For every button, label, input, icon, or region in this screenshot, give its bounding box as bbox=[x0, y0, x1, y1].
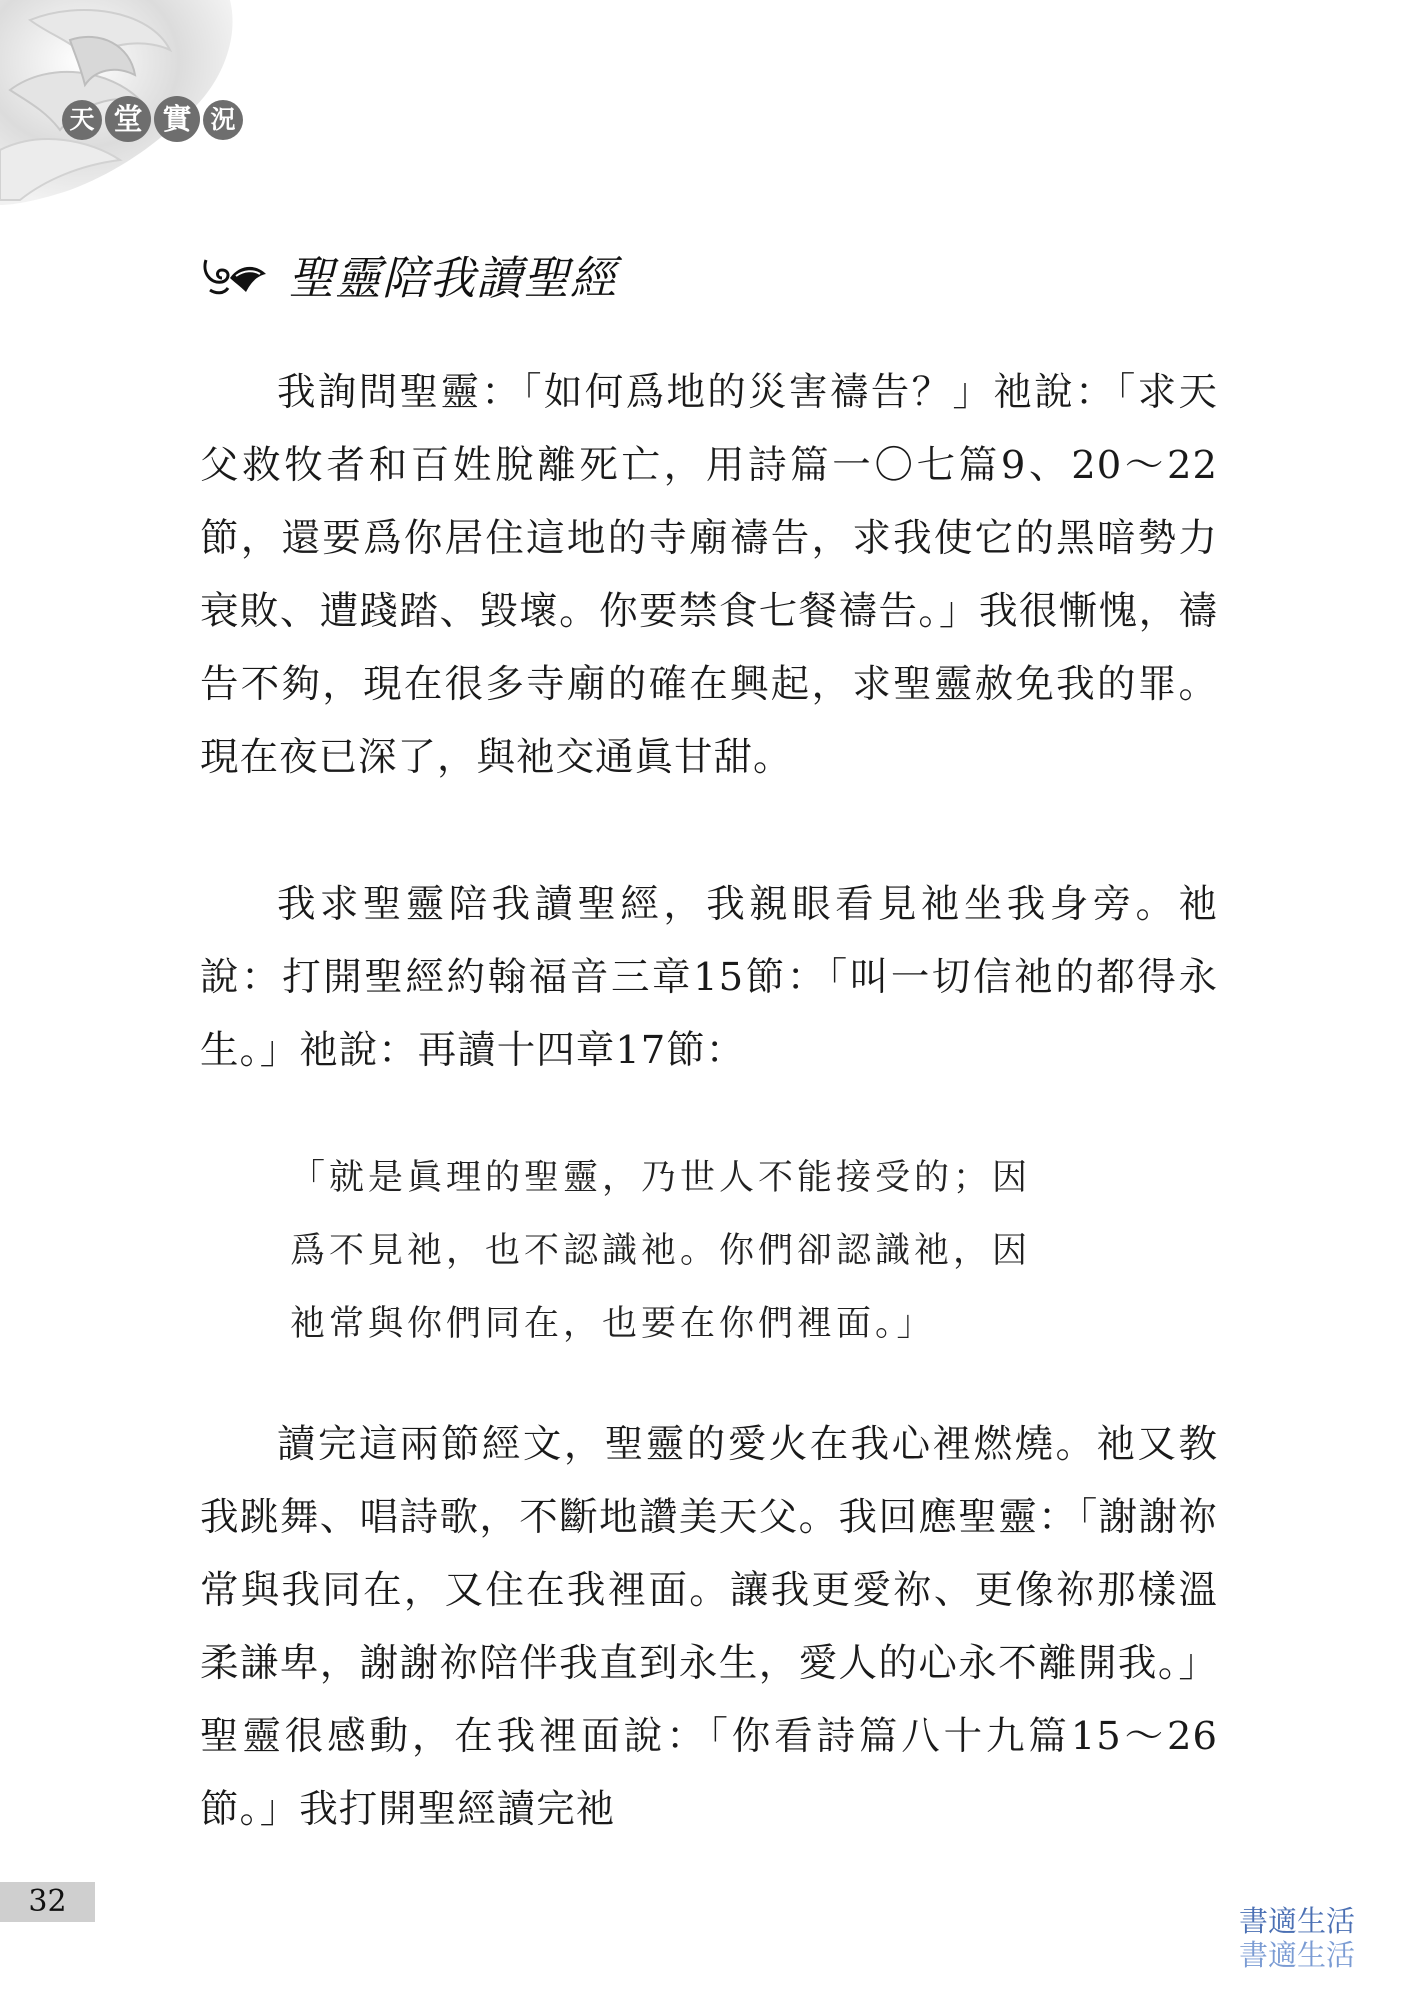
paragraph: 讀完這兩節經文，聖靈的愛火在我心裡燃燒。祂又教我跳舞、唱詩歌，不斷地讚美天父。我回應聖靈：「謝謝祢常與我同在，又住在我裡面。讓我更愛祢、更像祢那樣溫柔謙卑，謝謝祢陪伴我直到永生，愛人的心永不離開我。」聖靈很感動，在我裡面說：「你看詩篇八十九篇15～26節。」我打開聖經讀完祂 bbox=[200, 1422, 1218, 1832]
section-heading bbox=[200, 242, 617, 308]
paragraph: 我詢問聖靈：「如何爲地的災害禱告？」祂說：「求天父救牧者和百姓脫離死亡，用詩篇一〇七篇9、20～22節，還要爲你居住這地的寺廟禱告，求我使它的黑暗勢力衰敗、遭踐踏、毀壞。你要禁食七餐禱告。」我很慚愧，禱告不夠，現在很多寺廟的確在興起，求聖靈赦免我的罪。現在夜已深了，與祂交通眞甘甜。 bbox=[200, 370, 1218, 780]
scripture-quote bbox=[290, 1142, 1150, 1361]
vine-scroll-ornament-icon bbox=[200, 250, 270, 300]
series-title-char: 實 bbox=[154, 96, 200, 142]
paragraph: 我求聖靈陪我讀聖經，我親眼看見祂坐我身旁。祂說：打開聖經約翰福音三章15節：「叫一切信祂的都得永生。」祂說：再讀十四章17節： bbox=[200, 882, 1218, 1073]
series-title bbox=[62, 100, 243, 142]
series-title-char: 況 bbox=[203, 100, 243, 140]
quote-line: 祂常與你們同在，也要在你們裡面。」 bbox=[290, 1304, 936, 1344]
watermark-line: 書適生活 bbox=[1238, 1904, 1355, 1938]
series-title-char: 天 bbox=[62, 100, 102, 140]
section-title: 聖靈陪我讀聖經 bbox=[288, 251, 617, 305]
series-title-char: 堂 bbox=[105, 96, 151, 142]
watermark-line: 書適生活 bbox=[1238, 1938, 1355, 1972]
quote-line: 「就是眞理的聖靈，乃世人不能接受的；因 bbox=[290, 1158, 1032, 1198]
page-number: 32 bbox=[0, 1882, 95, 1922]
publisher-watermark bbox=[1239, 1904, 1355, 1972]
quote-line: 爲不見祂，也不認識祂。你們卻認識祂，因 bbox=[290, 1231, 1032, 1271]
